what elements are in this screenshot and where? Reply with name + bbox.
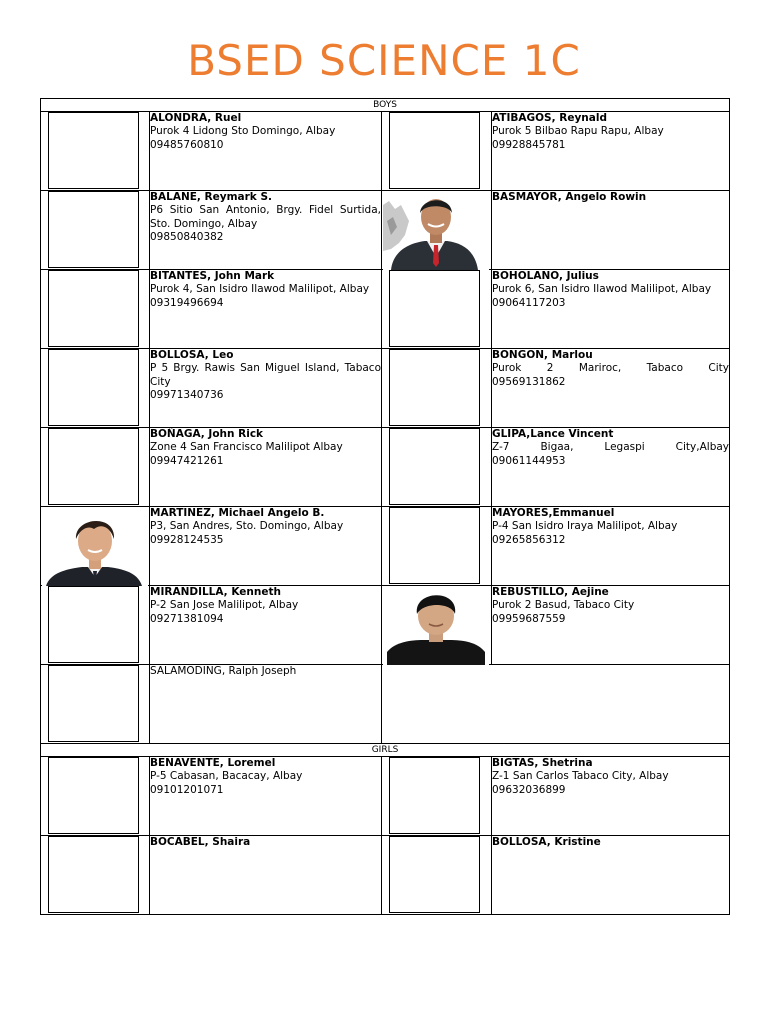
student-phone: 09850840382 — [150, 231, 224, 244]
student-info — [150, 507, 382, 586]
student-info — [492, 112, 730, 191]
photo-placeholder — [48, 270, 139, 347]
photo-placeholder — [389, 270, 480, 347]
class-roster-table — [40, 98, 730, 915]
photo-placeholder — [48, 665, 139, 742]
boys-section-header: BOYS — [41, 99, 730, 112]
student-address: P3, San Andres, Sto. Domingo, Albay — [150, 520, 344, 533]
student-address: Purok 6, San Isidro Ilawod Malilipot, Albay — [492, 283, 712, 296]
student-info — [150, 586, 382, 665]
photo-cell — [41, 428, 150, 507]
student-address: Purok 2 Basud, Tabaco City — [492, 599, 635, 612]
student-name: BOLLOSA, Kristine — [492, 836, 601, 848]
photo-placeholder — [389, 349, 480, 426]
photo-placeholder — [48, 836, 139, 913]
student-info — [492, 586, 730, 665]
page-title: BSED SCIENCE 1C — [187, 36, 581, 85]
student-name: MARTINEZ, Michael Angelo B. — [150, 507, 325, 519]
student-name: REBUSTILLO, Aejine — [492, 586, 609, 598]
table-row — [41, 507, 730, 586]
student-info — [150, 836, 382, 915]
student-address: Purok 5 Bilbao Rapu Rapu, Albay — [492, 125, 664, 138]
student-phone: 09265856312 — [492, 533, 566, 546]
photo-placeholder — [389, 507, 480, 584]
student-info — [150, 665, 382, 744]
student-phone: 09061144953 — [492, 454, 566, 467]
student-name: BENAVENTE, Loremel — [150, 757, 276, 769]
table-row — [41, 191, 730, 270]
student-photo — [42, 507, 148, 586]
table-row — [41, 112, 730, 191]
photo-cell — [382, 836, 492, 915]
student-address: Z-1 San Carlos Tabaco City, Albay — [492, 770, 669, 783]
student-info — [492, 428, 730, 507]
photo-cell — [41, 665, 150, 744]
photo-cell — [41, 836, 150, 915]
girls-section-header: GIRLS — [41, 744, 730, 757]
table-row — [41, 270, 730, 349]
photo-cell — [41, 586, 150, 665]
student-name: BONGON, Marlou — [492, 349, 593, 361]
student-name: BOCABEL, Shaira — [150, 836, 251, 848]
student-info — [492, 507, 730, 586]
student-phone: 09271381094 — [150, 612, 224, 625]
photo-placeholder — [48, 191, 139, 268]
student-address: P 5 Brgy. Rawis San Miguel Island, Tabaco City — [150, 362, 381, 388]
student-name: SALAMODING, Ralph Joseph — [150, 665, 297, 677]
empty-cell — [382, 665, 730, 744]
photo-cell — [382, 507, 492, 586]
student-info — [150, 757, 382, 836]
photo-cell — [41, 112, 150, 191]
student-phone: 09064117203 — [492, 296, 566, 309]
student-info — [150, 428, 382, 507]
student-phone: 09569131862 — [492, 375, 566, 388]
photo-placeholder — [48, 349, 139, 426]
photo-cell — [382, 112, 492, 191]
student-phone: 09959687559 — [492, 612, 566, 625]
student-photo — [383, 191, 489, 270]
student-phone: 09971340736 — [150, 389, 224, 402]
table-row — [41, 349, 730, 428]
student-info — [150, 112, 382, 191]
student-address: P6 Sitio San Antonio, Brgy. Fidel Surtida, Sto. Domingo, Albay — [150, 204, 381, 230]
photo-cell — [41, 349, 150, 428]
student-photo — [383, 586, 489, 665]
student-address: Zone 4 San Francisco Malilipot Albay — [150, 441, 343, 454]
table-row — [41, 428, 730, 507]
student-address: Z-7 Bigaa, Legaspi City,Albay — [492, 441, 730, 454]
student-name: ALONDRA, Ruel — [150, 112, 242, 124]
student-name: BITANTES, John Mark — [150, 270, 275, 282]
photo-cell — [41, 507, 150, 586]
photo-cell — [382, 757, 492, 836]
student-name: ATIBAGOS, Reynald — [492, 112, 607, 124]
photo-cell — [41, 270, 150, 349]
student-name: BOÑAGA, John Rick — [150, 428, 264, 440]
photo-placeholder — [389, 112, 480, 189]
student-phone: 09947421261 — [150, 454, 224, 467]
photo-placeholder — [389, 836, 480, 913]
student-info — [492, 836, 730, 915]
photo-cell — [382, 191, 492, 270]
photo-cell — [382, 270, 492, 349]
student-phone: 09485760810 — [150, 138, 224, 151]
student-name: BOLLOSA, Leo — [150, 349, 234, 361]
photo-cell — [382, 349, 492, 428]
table-row — [41, 586, 730, 665]
student-info — [150, 270, 382, 349]
student-info — [150, 349, 382, 428]
student-name: BIGTAS, Shetrina — [492, 757, 593, 769]
photo-placeholder — [48, 112, 139, 189]
table-row — [41, 757, 730, 836]
table-row — [41, 836, 730, 915]
student-info — [150, 191, 382, 270]
student-phone: 09319496694 — [150, 296, 224, 309]
photo-cell — [382, 586, 492, 665]
student-address: Purok 2 Mariroc, Tabaco City — [492, 362, 730, 375]
student-name: BASMAYOR, Angelo Rowin — [492, 191, 647, 203]
student-info — [492, 270, 730, 349]
student-address: P-4 San Isidro Iraya Malilipot, Albay — [492, 520, 678, 533]
photo-placeholder — [48, 757, 139, 834]
table-row — [41, 665, 730, 744]
student-phone: 09101201071 — [150, 783, 224, 796]
student-address: Purok 4 Lidong Sto Domingo, Albay — [150, 125, 336, 138]
photo-placeholder — [48, 586, 139, 663]
student-address: Purok 4, San Isidro Ilawod Malilipot, Albay — [150, 283, 370, 296]
photo-placeholder — [389, 428, 480, 505]
student-phone: 09928124535 — [150, 533, 224, 546]
photo-cell — [41, 191, 150, 270]
student-name: MIRANDILLA, Kenneth — [150, 586, 281, 598]
student-address: P-5 Cabasan, Bacacay, Albay — [150, 770, 303, 783]
photo-cell — [382, 428, 492, 507]
student-name: MAYORES,Emmanuel — [492, 507, 615, 519]
photo-placeholder — [48, 428, 139, 505]
student-address: P-2 San Jose Malilipot, Albay — [150, 599, 299, 612]
student-info — [492, 349, 730, 428]
student-name: BOHOLANO, Julius — [492, 270, 599, 282]
photo-placeholder — [389, 757, 480, 834]
student-name: GLIPA,Lance Vincent — [492, 428, 614, 440]
student-info — [492, 191, 730, 270]
student-name: BALANE, Reymark S. — [150, 191, 272, 203]
student-phone: 09632036899 — [492, 783, 566, 796]
student-info — [492, 757, 730, 836]
photo-cell — [41, 757, 150, 836]
student-phone: 09928845781 — [492, 138, 566, 151]
